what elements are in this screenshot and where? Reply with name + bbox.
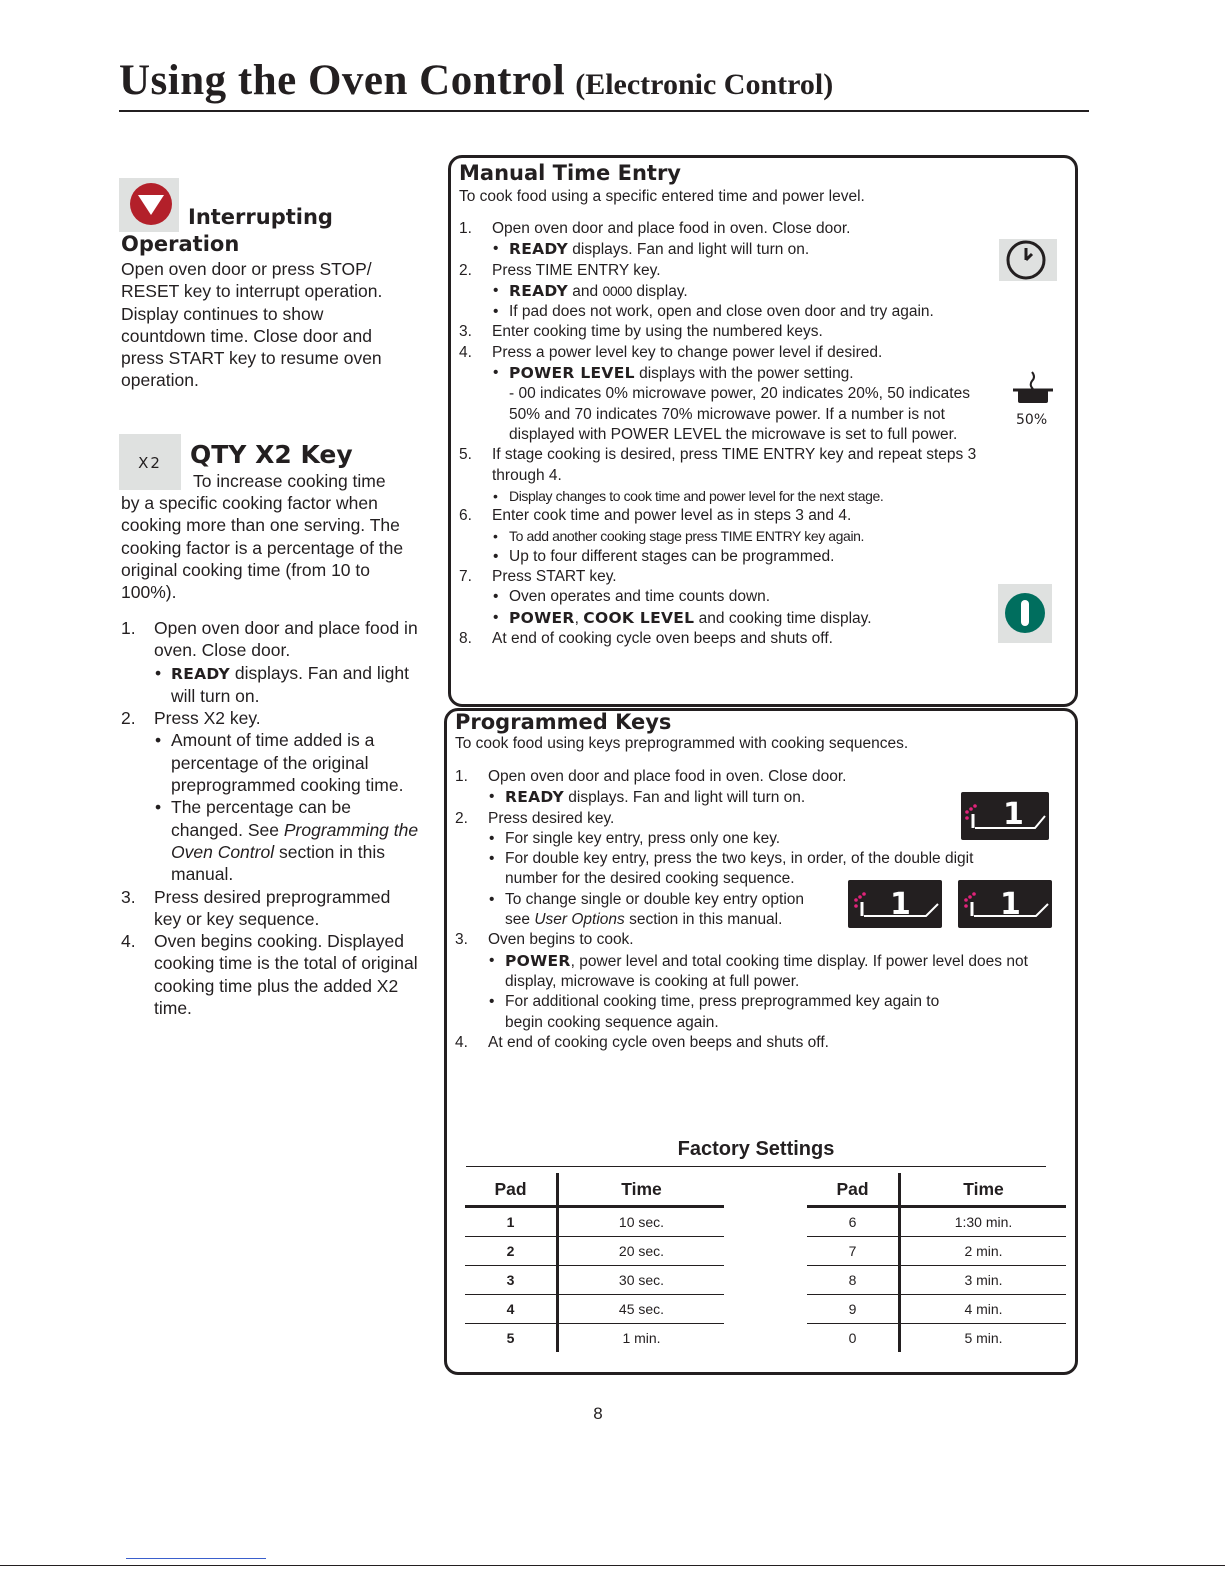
table-row: 7 2 min. (807, 1237, 1066, 1266)
qty-steps (121, 617, 421, 1019)
footer-link-underline[interactable] (126, 1558, 266, 1559)
key-digit: 1 (1003, 797, 1024, 832)
clock-icon (999, 239, 1057, 281)
power-percent-label: 50% (1016, 412, 1048, 428)
qty-intro: by a specific cooking factor when cooking more than one serving. The cooking factor is a percentage of the original cooking time (from 10 to 100%). (121, 493, 404, 603)
qty-step-2: 2. Press X2 key. • Amount of time added is a percentage of the original preprogrammed cooking time. • The percentage can be changed. See Programming the Oven Control section in this manual. (121, 707, 421, 885)
col-header-pad: Pad (807, 1173, 900, 1207)
manual-step-3: 3. Enter cooking time by using the numbered keys. (459, 323, 823, 341)
table-row: 8 3 min. (807, 1266, 1066, 1295)
col-header-pad: Pad (465, 1173, 558, 1207)
col-header-time: Time (558, 1173, 725, 1207)
page-title-sub: (Electronic Control) (575, 68, 834, 101)
table-row: 0 5 min. (807, 1324, 1066, 1353)
factory-settings-rule (466, 1166, 1046, 1167)
qty-step-4: 4. Oven begins cooking. Displayed cooking time is the total of original cooking time plus the added X2 time. (121, 931, 418, 1019)
programmed-steps (455, 767, 1045, 1053)
start-key-icon (998, 584, 1052, 643)
manual-time-entry-title: Manual Time Entry (459, 161, 681, 185)
manual-step-7: 7. Press START key. • Oven operates and time counts down. • POWER, COOK LEVEL and cooking time display. (459, 567, 999, 629)
manual-step-5: 5. If stage cooking is desired, press TIME ENTRY key and repeat steps 3 through 4. • Display changes to cook time and power level for the next stage. (459, 445, 999, 506)
factory-table-left (465, 1173, 724, 1352)
manual-steps (459, 219, 999, 649)
x2-key-icon: X2 (119, 434, 181, 490)
manual-step-8: 8. At end of cooking cycle oven beeps and shuts off. (459, 629, 833, 647)
power-level-pot-icon (1008, 370, 1060, 432)
programmed-step-3: 3. Oven begins to cook. • POWER, power level and total cooking time display. If power level does not display, microwave is cooking at full power. • For additional cooking time, press preprogrammed key again to begin cooking sequence again. (455, 930, 1045, 1032)
key-digit: 1 (890, 887, 911, 922)
programmed-keys-title: Programmed Keys (455, 710, 672, 734)
programmed-step-4: 4. At end of cooking cycle oven beeps and shuts off. (455, 1033, 829, 1051)
table-row: 5 1 min. (465, 1324, 724, 1353)
interrupting-body: Open oven door or press STOP/ RESET key to interrupt operation. Display continues to show countdown time. Close door and press START key to resume oven operation. (121, 259, 383, 391)
programmed-step-2: 2. Press desired key. • For single key entry, press only one key. • For double key entry, press the two keys, in order, of the double digit number for the desired cooking sequence. • To change single or double key entry option see User Options section in this manual. (455, 809, 1045, 931)
manual-step-1: 1. Open oven door and place food in oven. Close door. • READY displays. Fan and light will turn on. (459, 219, 999, 261)
interrupting-heading-1: Interrupting (188, 205, 333, 229)
manual-intro: To cook food using a specific entered time and power level. (459, 188, 865, 205)
table-row: 3 30 sec. (465, 1266, 724, 1295)
key-digit: 1 (1000, 887, 1021, 922)
footer-divider (0, 1565, 1225, 1566)
programmed-key-1-icon (961, 792, 1049, 840)
table-row: 6 1:30 min. (807, 1207, 1066, 1237)
page-title (119, 56, 1089, 112)
manual-step-6: 6. Enter cook time and power level as in steps 3 and 4. • To add another cooking stage press TIME ENTRY key again. • Up to four different stages can be programmed. (459, 506, 999, 567)
qty-step-1: 1. Open oven door and place food in oven. Close door. • READY displays. Fan and light will turn on. (121, 617, 421, 707)
manual-step-2: 2. Press TIME ENTRY key. • READY and 0000 display. • If pad does not work, open and close oven door and try again. (459, 261, 999, 323)
stop-reset-icon (119, 178, 179, 232)
col-header-time: Time (900, 1173, 1067, 1207)
table-row: 9 4 min. (807, 1295, 1066, 1324)
programmed-intro: To cook food using keys preprogrammed with cooking sequences. (455, 735, 909, 752)
interrupting-heading-2: Operation (121, 232, 240, 256)
programmed-key-double-2-icon (958, 880, 1052, 928)
programmed-key-double-1-icon (848, 880, 942, 928)
qty-step-3: 3. Press desired preprogrammed key or key sequence. (121, 886, 391, 929)
table-row: 2 20 sec. (465, 1237, 724, 1266)
manual-step-4: 4. Press a power level key to change power level if desired. • POWER LEVEL displays with the power setting. - 00 indicates 0% microwave power, 20 indicates 20%, 50 indicates 50% and 70 indicates 70% microwave power. If a number is not displayed with POWER LEVEL the microwave is set to full power. (459, 343, 999, 445)
page-title-main: Using the Oven Control (119, 57, 566, 104)
qty-intro-indent: To increase cooking time (193, 471, 386, 491)
factory-table-right (807, 1173, 1066, 1352)
page-number: 8 (593, 1404, 603, 1423)
qty-x2-heading: QTY X2 Key (190, 440, 353, 469)
table-row: 1 10 sec. (465, 1207, 724, 1237)
programmed-step-1: 1. Open oven door and place food in oven. Close door. • READY displays. Fan and light will turn on. (455, 767, 1045, 809)
table-row: 4 45 sec. (465, 1295, 724, 1324)
factory-settings-title: Factory Settings (677, 1138, 835, 1160)
